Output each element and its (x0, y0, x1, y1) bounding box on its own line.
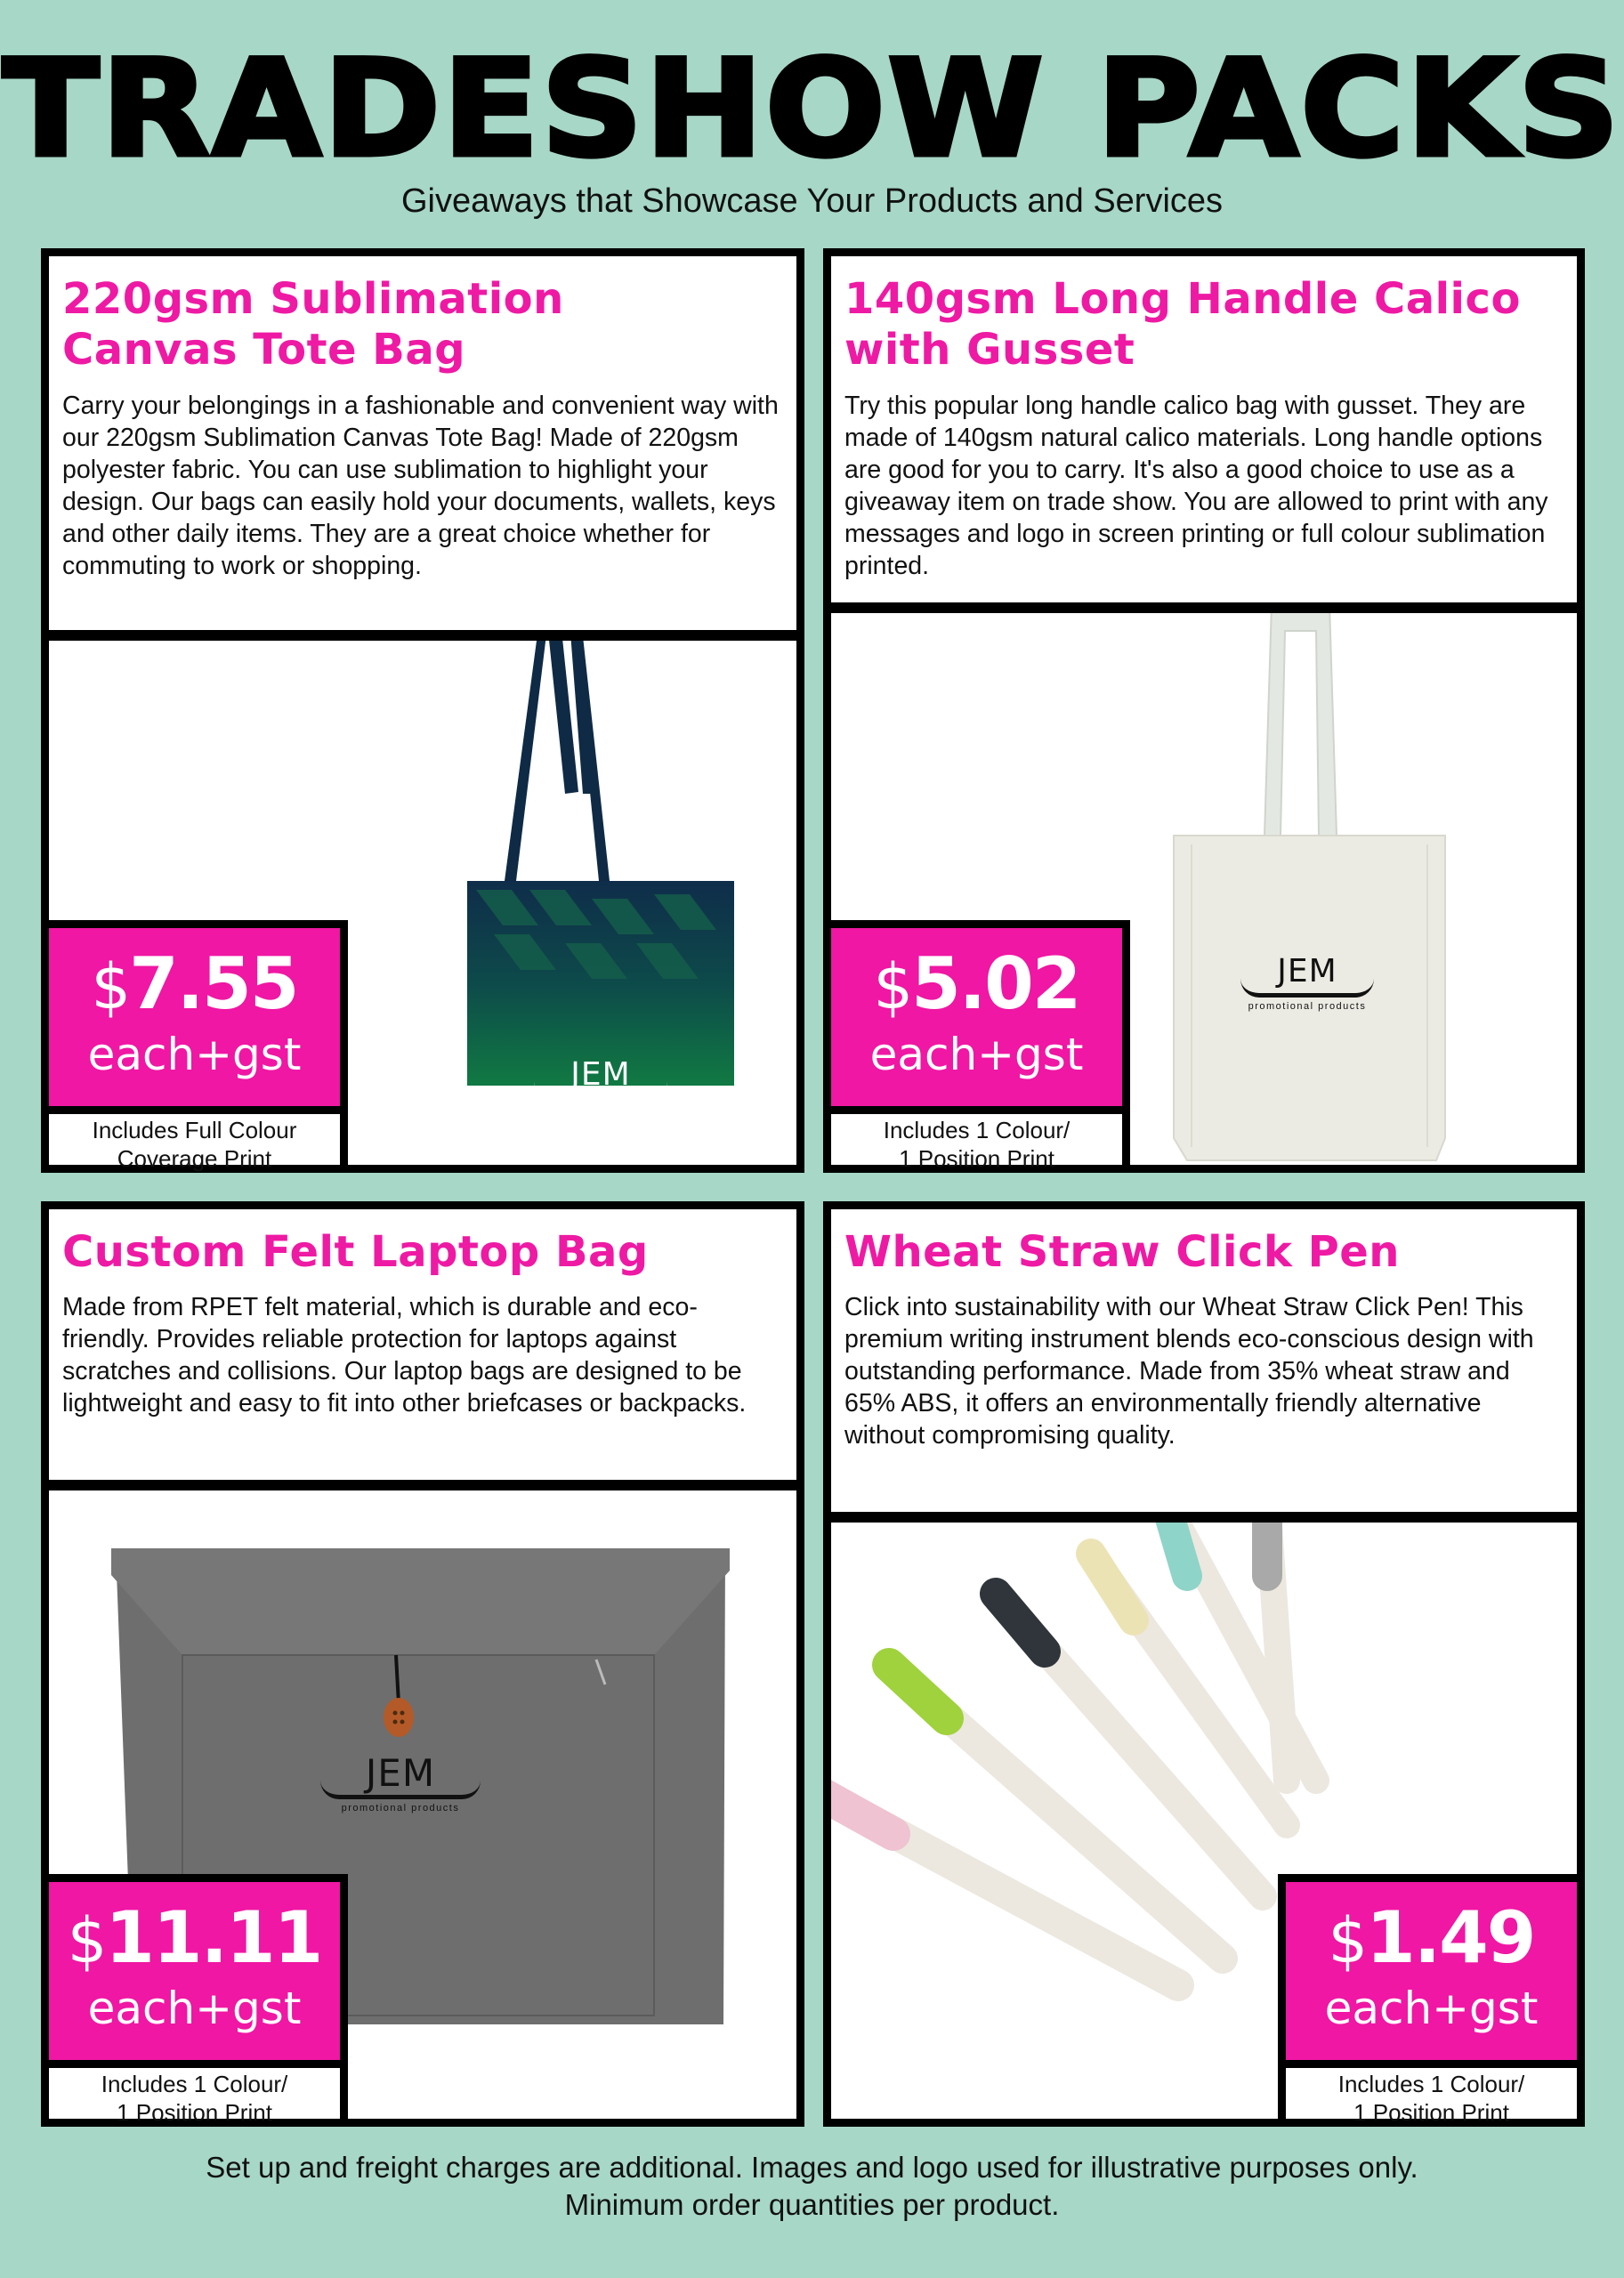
price-box (1286, 1882, 1577, 2060)
price-box (831, 928, 1122, 1106)
price-amount: $1.49 (1328, 1896, 1535, 1979)
jem-logo: JEM promotional products (311, 1757, 489, 1814)
page-title: TRADESHOW PACKS (2, 32, 1622, 187)
price-tag (41, 920, 348, 1173)
price-amount: $7.55 (91, 942, 298, 1025)
product-title: Custom Felt Laptop Bag (62, 1227, 649, 1277)
product-title: Wheat Straw Click Pen (844, 1227, 1400, 1277)
price-unit: each+gst (87, 1029, 302, 1080)
product-info (49, 256, 796, 630)
product-card-calico-bag (823, 248, 1585, 1173)
product-title: 220gsm Sublimation Canvas Tote Bag (62, 274, 564, 375)
product-description: Carry your belongings in a fashionable and convenient way with our 220gsm Sublimation Canvas Tote Bag! Made of 220gsm polyester fabric. You can use sublimation to highlight your design. Our bags can easily hold your documents, wallets, keys and other daily items. They are a great choice whether for commuting to work or shopping. (62, 392, 779, 580)
product-info (831, 1209, 1577, 1512)
product-title: 140gsm Long Handle Calico with Gusset (844, 274, 1521, 375)
product-card-felt-laptop-bag (41, 1201, 804, 2127)
footer-line-2: Minimum order quantities per product. (564, 2188, 1060, 2221)
print-note: Includes 1 Colour/ 1 Position Print (831, 1114, 1122, 1165)
price-unit: each+gst (87, 1983, 302, 2034)
footer-line-1: Set up and freight charges are additional. Images and logo used for illustrative purposes only. (206, 2151, 1418, 2184)
print-note: Includes 1 Colour/ 1 Position Print (1286, 2068, 1577, 2119)
product-info (49, 1209, 796, 1480)
price-unit: each+gst (1324, 1983, 1539, 2034)
jem-logo: JEM promotional products (529, 1059, 672, 1115)
jem-logo: JEM promotional products (1236, 956, 1378, 1012)
product-card-wheat-straw-pen (823, 1201, 1585, 2127)
print-note: Includes 1 Colour/ 1 Position Print (49, 2068, 340, 2119)
price-unit: each+gst (869, 1029, 1084, 1080)
page-subtitle: Giveaways that Showcase Your Products and Services (400, 182, 1224, 220)
product-card-sublimation-tote (41, 248, 804, 1173)
price-amount: $5.02 (873, 942, 1080, 1025)
product-info (831, 256, 1577, 602)
price-tag (1278, 1874, 1585, 2127)
product-description: Made from RPET felt material, which is durable and eco-friendly. Provides reliable protection for laptops against scratches and collisions. Our laptop bags are designed to be lightweight and easy to fit into other briefcases or backpacks. (62, 1293, 747, 1418)
product-description: Try this popular long handle calico bag with gusset. They are made of 140gsm natural calico materials. Long handle options are good for you to carry. It's also a good choice to use as a giveaway item on trade show. You are allowed to print with any messages and logo in screen printing or full colour sublimation printed. (844, 392, 1548, 580)
price-amount: $11.11 (67, 1896, 322, 1979)
product-description: Click into sustainability with our Wheat Straw Click Pen! This premium writing instrument blends eco-conscious design with outstanding performance. Made from 35% wheat straw and 65% ABS, it offers an environmentally friendly alternative without compromising quality. (844, 1293, 1534, 1450)
price-box (49, 928, 340, 1106)
price-tag (823, 920, 1130, 1173)
print-note: Includes Full Colour Coverage Print (49, 1114, 340, 1165)
price-tag (41, 1874, 348, 2127)
footer-disclaimer (0, 2149, 1624, 2224)
price-box (49, 1882, 340, 2060)
